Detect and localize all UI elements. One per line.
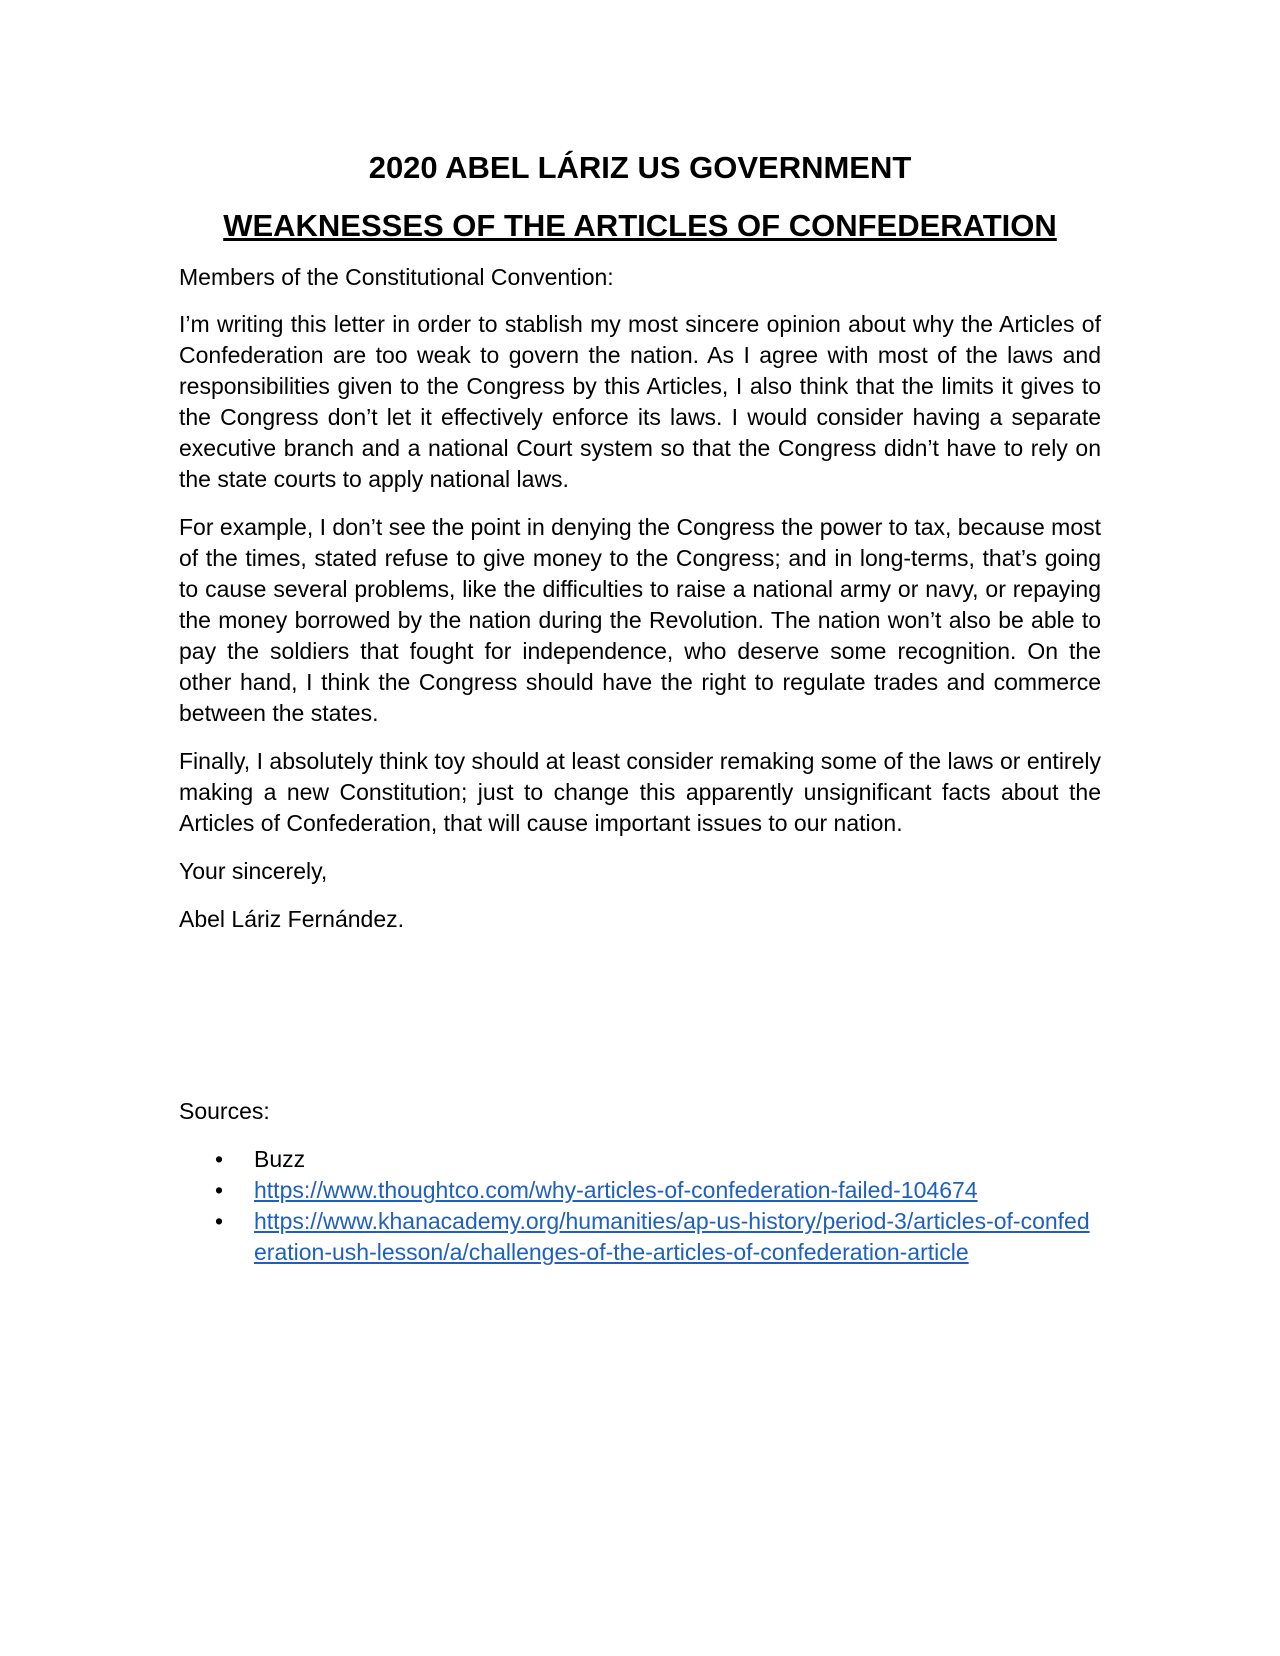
source-item-khanacademy	[179, 1206, 1101, 1268]
source-text: Buzz	[254, 1146, 306, 1172]
document-subtitle: WEAKNESSES OF THE ARTICLES OF CONFEDERATION	[223, 208, 1057, 243]
letter-signature: Abel Láriz Fernández.	[179, 906, 405, 932]
letter-closing: Your sincerely,	[179, 858, 328, 884]
source-item-thoughtco	[179, 1175, 1101, 1206]
letter-salutation: Members of the Constitutional Convention:	[179, 264, 614, 290]
source-link-khanacademy[interactable]: https://www.khanacademy.org/humanities/ap-us-history/period-3/articles-of-confederation-ush-lesson/a/challenges-of-the-articles-of-confederation-article	[254, 1208, 1090, 1265]
bullet-icon: •	[215, 1177, 224, 1203]
document-body	[179, 148, 1101, 1268]
source-item-buzz	[179, 1144, 1101, 1175]
bullet-icon: •	[215, 1208, 224, 1234]
letter-paragraph-1: I’m writing this letter in order to stablish my most sincere opinion about why the Articles of Confederation are too weak to govern the nation. As I agree with most of the laws and responsibilities given to the Congress by this Articles, I also think that the limits it gives to the Congress don’t let it effectively enforce its laws. I would consider having a separate executive branch and a national Court system so that the Congress didn’t have to rely on the state courts to apply national laws.	[179, 311, 1101, 492]
sources-label: Sources:	[179, 1098, 270, 1124]
document-title: 2020 ABEL LÁRIZ US GOVERNMENT	[368, 150, 912, 185]
source-link-thoughtco[interactable]: https://www.thoughtco.com/why-articles-of-confederation-failed-104674	[254, 1177, 978, 1203]
bullet-icon: •	[215, 1146, 224, 1172]
sources-list	[179, 1144, 1101, 1268]
letter-paragraph-2: For example, I don’t see the point in denying the Congress the power to tax, because most of the times, stated refuse to give money to the Congress; and in long-terms, that’s going to cause several problems, like the difficulties to raise a national army or navy, or repaying the money borrowed by the nation during the Revolution. The nation won’t also be able to pay the soldiers that fought for independence, who deserve some recognition. On the other hand, I think the Congress should have the right to regulate trades and commerce between the states.	[179, 514, 1101, 726]
letter-paragraph-3: Finally, I absolutely think toy should at least consider remaking some of the laws or entirely making a new Constitution; just to change this apparently unsignificant facts about the Articles of Confederation, that will cause important issues to our nation.	[179, 748, 1101, 836]
